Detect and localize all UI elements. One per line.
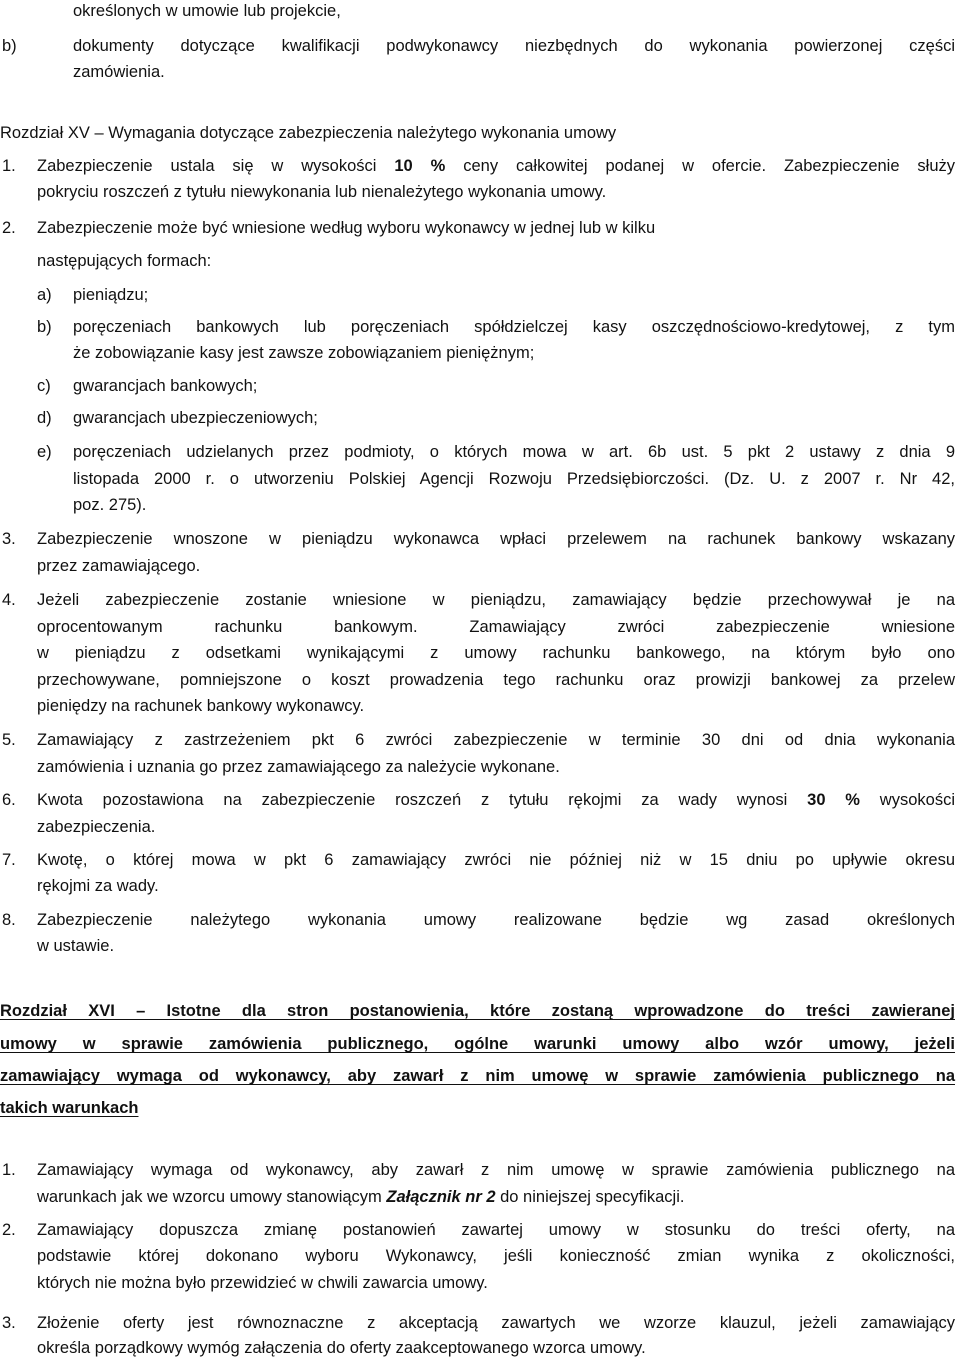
form-item-b-line2: że zobowiązanie kasy jest zawsze zobowiązaniem pieniężnym; <box>73 344 535 362</box>
paragraph-7-line2: rękojmi za wady. <box>37 877 159 895</box>
chapter-xvi-title-line4: takich warunkach <box>0 1099 139 1117</box>
xvi-paragraph-1-line1: Zamawiający wymaga od wykonawcy, aby zawarł z nim umowę w sprawie zamówienia publicznego na <box>37 1161 955 1179</box>
paragraph-4-line5: pieniędzy na rachunek bankowy wykonawcy. <box>37 697 365 715</box>
paragraph-4-line4: przechowywane, pomniejszone o koszt prowadzenia tego rachunku oraz prowizji bankowej za przelew <box>37 671 955 689</box>
paragraph-1-line1: Zabezpieczenie ustala się w wysokości 10 % ceny całkowitej podanej w ofercie. Zabezpieczenie służy <box>37 157 956 175</box>
paragraph-number: 3. <box>2 530 16 548</box>
security-percent: 10 % <box>394 157 446 175</box>
attachment-reference: Załącznik nr 2 <box>386 1188 496 1206</box>
paragraph-number: 8. <box>2 911 16 929</box>
paragraph-number: 7. <box>2 851 16 869</box>
paragraph-number: 4. <box>2 591 16 609</box>
paragraph-5-line2: zamówienia i uznania go przez zamawiającego za należycie wykonane. <box>37 758 560 776</box>
form-item-e-line3: poz. 275). <box>73 496 147 514</box>
paragraph-6-line2: zabezpieczenia. <box>37 818 156 836</box>
retention-percent: 30 % <box>807 791 860 809</box>
paragraph-number: 5. <box>2 731 16 749</box>
list-label-b: b) <box>2 37 17 55</box>
form-label-d: d) <box>37 409 52 427</box>
paragraph-1-line2: pokryciu roszczeń z tytułu niewykonania lub nienależytego wykonania umowy. <box>37 183 607 201</box>
list-item-b-line2: zamówienia. <box>73 63 165 81</box>
chapter-xvi-title-line2: umowy w sprawie zamówienia publicznego, ogólne warunki umowy albo wzór umowy, jeżeli <box>0 1035 955 1053</box>
xvi-paragraph-1-line2: warunkach jak we wzorcu umowy stanowiącym Załącznik nr 2 do niniejszej specyfikacji. <box>37 1188 685 1206</box>
paragraph-7-line1: Kwotę, o której mowa w pkt 6 zamawiający zwróci nie później niż w 15 dniu po upływie okresu <box>37 851 955 869</box>
form-item-a: pieniądzu; <box>73 286 149 304</box>
paragraph-2-line2: następujących formach: <box>37 252 212 270</box>
paragraph-4-line1: Jeżeli zabezpieczenie zostanie wniesione w pieniądzu, zamawiający będzie przechowywał je na <box>37 591 955 609</box>
form-item-d: gwarancjach ubezpieczeniowych; <box>73 409 318 427</box>
paragraph-3-line1: Zabezpieczenie wnoszone w pieniądzu wykonawca wpłaci przelewem na rachunek bankowy wskazany <box>37 530 955 548</box>
form-label-b: b) <box>37 318 52 336</box>
paragraph-5-line1: Zamawiający z zastrzeżeniem pkt 6 zwróci zabezpieczenie w terminie 30 dni od dnia wykonania <box>37 731 955 749</box>
paragraph-8-line1: Zabezpieczenie należytego wykonania umowy realizowane będzie wg zasad określonych <box>37 911 955 929</box>
continuation-line: określonych w umowie lub projekcie, <box>73 2 341 20</box>
form-label-c: c) <box>37 377 51 395</box>
paragraph-number: 3. <box>2 1314 16 1332</box>
paragraph-number: 2. <box>2 219 16 237</box>
xvi-paragraph-2-line3: których nie można było przewidzieć w chwili zawarcia umowy. <box>37 1274 488 1292</box>
chapter-xvi-title-line3: zamawiający wymaga od wykonawcy, aby zawarł z nim umowę w sprawie zamówienia publicznego na <box>0 1067 955 1085</box>
xvi-paragraph-3-line1: Złożenie oferty jest równoznaczne z akceptacją zawartych we wzorze klauzul, jeżeli zamawiający <box>37 1314 955 1332</box>
xvi-paragraph-2-line2: podstawie której dokonano wyboru Wykonawcy, jeśli konieczność zmian wynika z okoliczności, <box>37 1247 955 1265</box>
paragraph-8-line2: w ustawie. <box>37 937 115 955</box>
form-item-c: gwarancjach bankowych; <box>73 377 258 395</box>
paragraph-2-line1: Zabezpieczenie może być wniesione według wyboru wykonawcy w jednej lub w kilku <box>37 219 656 237</box>
form-item-e-line2: listopada 2000 r. o utworzeniu Polskiej Agencji Rozwoju Przedsiębiorczości. (Dz. U. z 2007 r. Nr 42, <box>73 470 955 488</box>
form-item-b-line1: poręczeniach bankowych lub poręczeniach spółdzielczej kasy oszczędnościowo-kredytowej, z tym <box>73 318 955 336</box>
paragraph-3-line2: przez zamawiającego. <box>37 557 201 575</box>
paragraph-4-line2: oprocentowanym rachunku bankowym. Zamawiający zwróci zabezpieczenie wniesione <box>37 618 955 636</box>
xvi-paragraph-3-line2: określa porządkowy wymóg załączenia do oferty zaakceptowanego wzorca umowy. <box>37 1339 646 1357</box>
form-item-e-line1: poręczeniach udzielanych przez podmioty, o których mowa w art. 6b ust. 5 pkt 2 ustawy z dnia 9 <box>73 443 955 461</box>
paragraph-6-line1: Kwota pozostawiona na zabezpieczenie roszczeń z tytułu rękojmi za wady wynosi 30 % wysokości <box>37 791 955 809</box>
paragraph-number: 1. <box>2 1161 16 1179</box>
paragraph-number: 1. <box>2 157 16 175</box>
paragraph-number: 2. <box>2 1221 16 1239</box>
chapter-xvi-title-line1: Rozdział XVI – Istotne dla stron postanowienia, które zostaną wprowadzone do treści zawieranej <box>0 1002 955 1020</box>
paragraph-number: 6. <box>2 791 16 809</box>
paragraph-4-line3: w pieniądzu z odsetkami wynikającymi z umowy rachunku bankowego, na którym było ono <box>37 644 955 662</box>
form-label-a: a) <box>37 286 52 304</box>
xvi-paragraph-2-line1: Zamawiający dopuszcza zmianę postanowień zawartej umowy w stosunku do treści oferty, na <box>37 1221 955 1239</box>
list-item-b-line1: dokumenty dotyczące kwalifikacji podwykonawcy niezbędnych do wykonania powierzonej części <box>73 37 955 55</box>
chapter-xv-title: Rozdział XV – Wymagania dotyczące zabezpieczenia należytego wykonania umowy <box>0 124 617 142</box>
form-label-e: e) <box>37 443 52 461</box>
